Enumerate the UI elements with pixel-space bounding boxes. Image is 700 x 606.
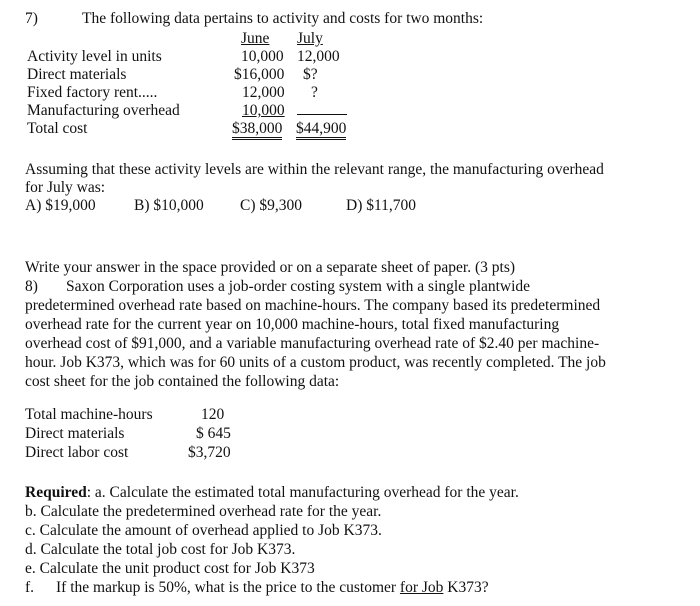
july-total: $44,900 [296,121,346,140]
row-label: Fixed factory rent..... [27,84,158,101]
row-label: Activity level in units [27,48,162,65]
required-item-d: d. Calculate the total job cost for Job K373. [25,541,296,558]
june-value: $16,000 [234,66,285,83]
row-label: Direct materials [27,66,127,83]
choice-a: A) $19,000 [25,197,96,214]
row-label: Manufacturing overhead [27,102,180,119]
item-f-end: K373? [443,579,489,596]
june-header: June [241,30,270,47]
required-item-e: e. Calculate the unit product cost for Job K373 [25,560,315,577]
row-label: Total cost [27,120,88,137]
question-8-line: overhead cost of $91,000, and a variable manufacturing overhead rate of $2.40 per machine- [25,335,600,352]
question-8-line: predetermined overhead rate based on machine-hours. The company based its predetermined [25,297,601,314]
june-value: 10,000 [242,102,285,119]
item-f-text: If the markup is 50%, what is the price to the customer [56,579,400,596]
job-row-value: $3,720 [188,444,231,461]
question-8-line: overhead rate for the current year on 10,000 machine-hours, total fixed manufacturing [25,316,560,333]
question-7-text-line2: for July was: [25,179,106,196]
question-7-number: 7) [25,10,38,27]
july-header: July [297,30,323,47]
required-item-c: c. Calculate the amount of overhead applied to Job K373. [25,522,382,539]
july-value: ? [311,84,318,101]
required-item-b: b. Calculate the predetermined overhead rate for the year. [25,503,382,520]
choice-b: B) $10,000 [134,197,204,214]
choice-c: C) $9,300 [240,197,302,214]
instruction: Write your answer in the space provided or on a separate sheet of paper. (3 pts) [25,259,516,276]
question-8-line: cost sheet for the job contained the following data: [25,373,340,390]
required-a [25,484,519,502]
july-value: 12,000 [297,48,340,65]
june-value: 10,000 [241,48,284,65]
question-7-text-line1: Assuming that these activity levels are within the relevant range, the manufacturing overhead [25,161,604,178]
required-a-text: : a. Calculate the estimated total manufacturing overhead for the year. [86,484,519,501]
required-item-f [56,579,489,597]
question-7-prompt: The following data pertains to activity and costs for two months: [82,10,484,27]
question-8-line: hour. Job K373, which was for 60 units of a custom product, was recently completed. The job [25,354,606,371]
job-row-label: Total machine-hours [25,406,153,423]
june-total: $38,000 [232,121,282,140]
item-f-underlined: for Job [399,579,444,596]
job-row-label: Direct labor cost [25,444,129,461]
job-row-value: 120 [201,406,225,423]
choice-d: D) $11,700 [346,197,417,214]
question-8-line: Saxon Corporation uses a job-order costing system with a single plantwide [66,278,531,295]
required-label: Required [25,484,87,501]
required-item-f-label: f. [25,579,35,596]
question-8-number: 8) [25,278,38,295]
july-value: $? [303,66,318,83]
job-row-label: Direct materials [25,425,125,442]
june-value: 12,000 [242,84,285,101]
job-row-value: $ 645 [196,425,231,442]
july-blank-rule [297,114,347,115]
